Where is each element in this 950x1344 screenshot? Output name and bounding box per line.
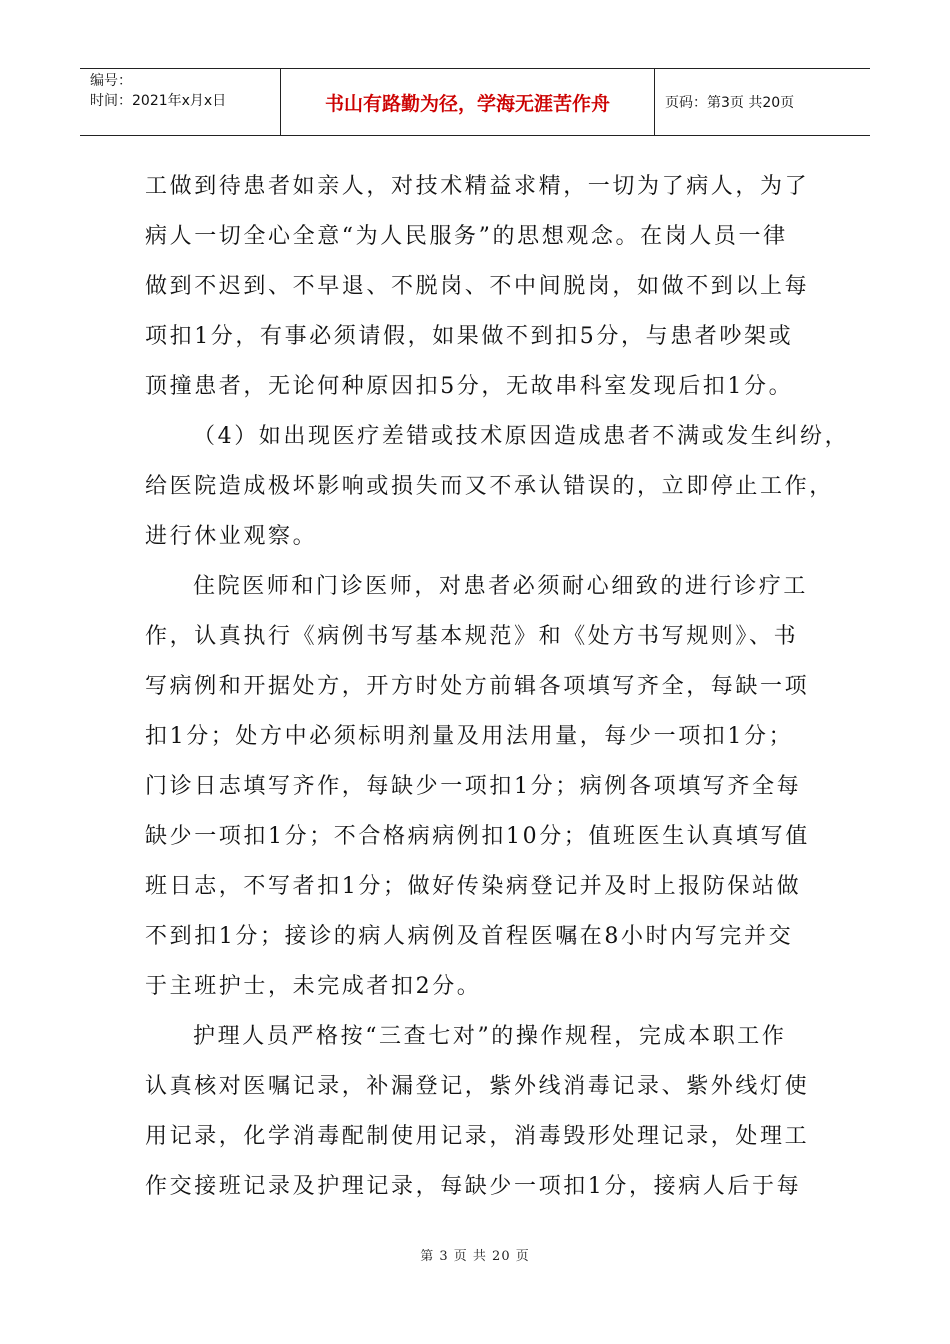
page-header <box>80 68 870 136</box>
body-text-line: 认真核对医嘱记录，补漏登记，紫外线消毒记录、紫外线灯使 <box>145 1074 810 1099</box>
body-text-line: 缺少一项扣1分；不合格病病例扣10分；值班医生认真填写值 <box>145 824 810 849</box>
body-text-line: 病人一切全心全意“为人民服务”的思想观念。在岗人员一律 <box>145 224 788 249</box>
header-meta <box>80 69 281 135</box>
body-text-line: 顶撞患者，无论何种原因扣5分，无故串科室发现后扣1分。 <box>145 374 794 399</box>
body-text-line: 作，认真执行《病例书写基本规范》和《处方书写规则》、书 <box>145 624 799 649</box>
body-text-line: 作交接班记录及护理记录，每缺少一项扣1分，接病人后于每 <box>145 1174 802 1199</box>
body-text-line: 于主班护士，未完成者扣2分。 <box>145 974 482 999</box>
header-motto: 书山有路勤为径，学海无涯苦作舟 <box>281 69 655 135</box>
body-text-line: （4）如出现医疗差错或技术原因造成患者不满或发生纠纷， <box>193 424 850 449</box>
header-page-info: 页码：第3页 共20页 <box>665 95 795 111</box>
body-text-line: 住院医师和门诊医师，对患者必须耐心细致的进行诊疗工 <box>193 574 809 599</box>
body-text-line: 不到扣1分；接诊的病人病例及首程医嘱在8小时内写完并交 <box>145 924 794 949</box>
body-text-line: 项扣1分，有事必须请假，如果做不到扣5分，与患者吵架或 <box>145 324 794 349</box>
body-text-line: 班日志，不写者扣1分；做好传染病登记并及时上报防保站做 <box>145 874 802 899</box>
document-date: 时间：2021年x月x日 <box>90 93 227 109</box>
body-text-line: 写病例和开据处方，开方时处方前辑各项填写齐全，每缺一项 <box>145 674 810 699</box>
body-text-line: 扣1分；处方中必须标明剂量及用法用量，每少一项扣1分； <box>145 724 794 749</box>
document-number-label: 编号： <box>90 73 132 89</box>
document-body <box>145 162 850 1212</box>
body-text-line: 进行休业观察。 <box>145 524 318 549</box>
body-text-line: 工做到待患者如亲人，对技术精益求精，一切为了病人，为了 <box>145 174 810 199</box>
body-text-line: 门诊日志填写齐作，每缺少一项扣1分；病例各项填写齐全每 <box>145 774 802 799</box>
body-text-line: 用记录，化学消毒配制使用记录，消毒毁形处理记录，处理工 <box>145 1124 810 1149</box>
page-footer: 第 3 页 共 20 页 <box>420 1249 530 1264</box>
body-text-line: 做到不迟到、不早退、不脱岗、不中间脱岗，如做不到以上每 <box>145 274 810 299</box>
body-text-line: 护理人员严格按“三查七对”的操作规程，完成本职工作 <box>193 1024 787 1049</box>
body-text-line: 给医院造成极坏影响或损失而又不承认错误的，立即停止工作， <box>145 474 834 499</box>
